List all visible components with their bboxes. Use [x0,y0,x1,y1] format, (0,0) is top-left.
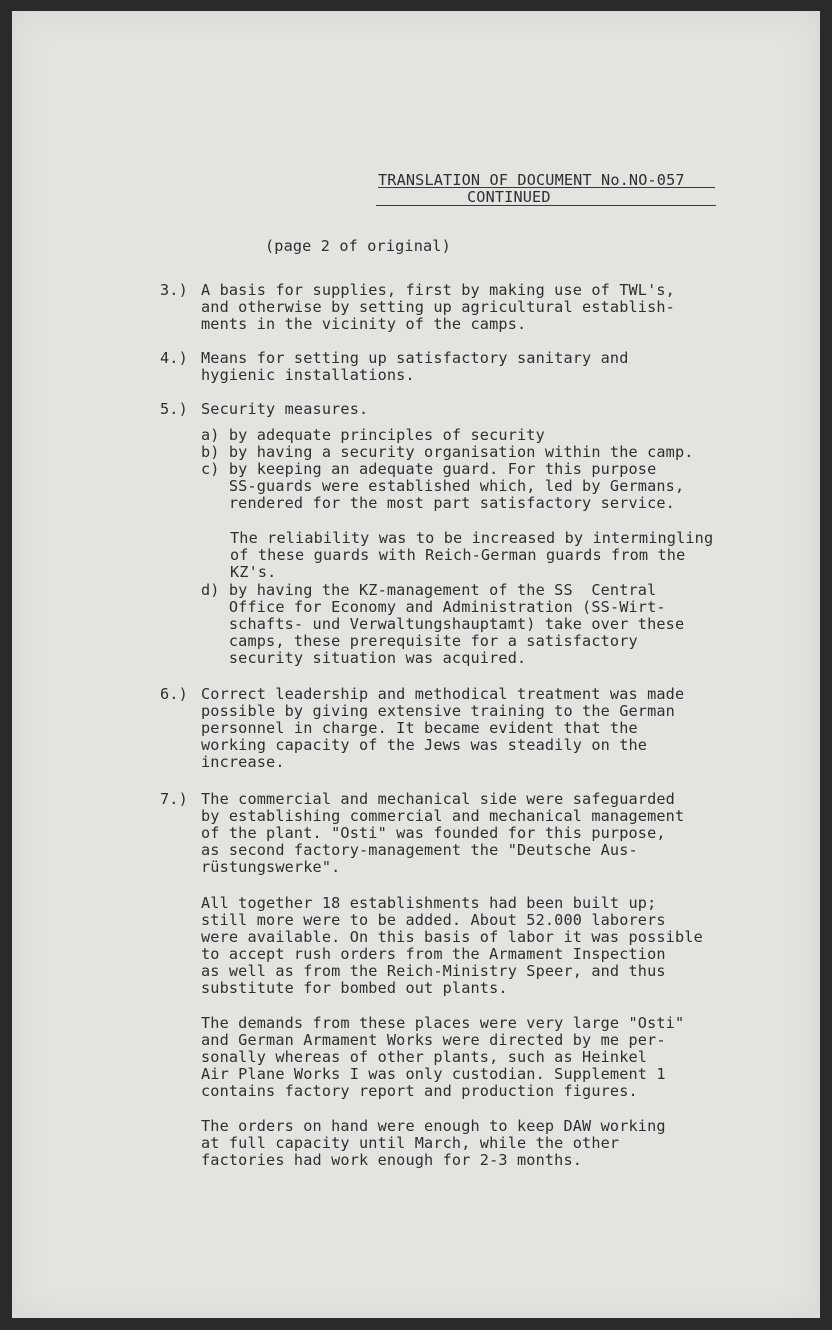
item-line: personnel in charge. It became evident that the [201,719,638,737]
sub-item-line: Office for Economy and Administration (SS-Wirt- [201,598,666,616]
document-subtitle: CONTINUED [467,188,551,206]
item-number: 4.) [160,349,188,367]
paragraph-line: factories had work enough for 2-3 months. [201,1151,583,1169]
item-line: as second factory-management the "Deutsche Aus- [201,841,638,859]
item-line: Correct leadership and methodical treatment was made [201,685,685,703]
item-line: of the plant. "Osti" was founded for this purpose, [201,824,666,842]
item-line: by establishing commercial and mechanical management [201,807,685,825]
paragraph-line: of these guards with Reich-German guards from the [230,546,686,564]
sub-item-line: c) by keeping an adequate guard. For this purpose [201,460,657,478]
item-line: hygienic installations. [201,366,415,384]
sub-item-line: SS-guards were established which, led by Germans, [201,477,685,495]
sub-item-line: d) by having the KZ-management of the SS Central [201,581,657,599]
paragraph-line: The reliability was to be increased by intermingling [230,529,714,547]
sub-item-line: security situation was acquired. [201,649,527,667]
sub-item-line: a) by adequate principles of security [201,426,545,444]
sub-item-line: rendered for the most part satisfactory service. [201,494,675,512]
paragraph-line: contains factory report and production figures. [201,1082,638,1100]
paragraph-line: as well as from the Reich-Ministry Speer, and thus [201,962,666,980]
item-line: working capacity of the Jews was steadily on the [201,736,648,754]
document-title: TRANSLATION OF DOCUMENT No.NO-057 [378,171,685,189]
paragraph-line: to accept rush orders from the Armament Inspection [201,945,666,963]
paragraph-line: KZ's. [230,563,277,581]
sub-item-line: schafts- und Verwaltungshauptamt) take over these [201,615,685,633]
paragraph-line: and German Armament Works were directed by me per- [201,1031,666,1049]
item-line: increase. [201,753,285,771]
item-line: ments in the vicinity of the camps. [201,315,527,333]
item-line: Security measures. [201,400,369,418]
paragraph-line: still more were to be added. About 52.000 laborers [201,911,666,929]
sub-item-line: b) by having a security organisation within the camp. [201,443,694,461]
subtitle-underline [376,205,716,206]
item-line: and otherwise by setting up agricultural establish- [201,298,675,316]
item-number: 6.) [160,685,188,703]
paragraph-line: substitute for bombed out plants. [201,979,508,997]
sub-item-line: camps, these prerequisite for a satisfactory [201,632,638,650]
paragraph-line: at full capacity until March, while the other [201,1134,620,1152]
item-number: 7.) [160,790,188,808]
paragraph-line: The demands from these places were very large "Osti" [201,1014,685,1032]
page-note: (page 2 of original) [265,237,451,255]
item-line: Means for setting up satisfactory sanitary and [201,349,629,367]
paragraph-line: The orders on hand were enough to keep DAW working [201,1117,666,1135]
item-line: rüstungswerke". [201,858,341,876]
paragraph-line: sonally whereas of other plants, such as Heinkel [201,1048,648,1066]
item-number: 5.) [160,400,188,418]
paragraph-line: were available. On this basis of labor it was possible [201,928,703,946]
item-line: A basis for supplies, first by making use of TWL's, [201,281,675,299]
paragraph-line: Air Plane Works I was only custodian. Supplement 1 [201,1065,666,1083]
item-number: 3.) [160,281,188,299]
paragraph-line: All together 18 establishments had been built up; [201,894,657,912]
item-line: possible by giving extensive training to the German [201,702,675,720]
item-line: The commercial and mechanical side were safeguarded [201,790,675,808]
